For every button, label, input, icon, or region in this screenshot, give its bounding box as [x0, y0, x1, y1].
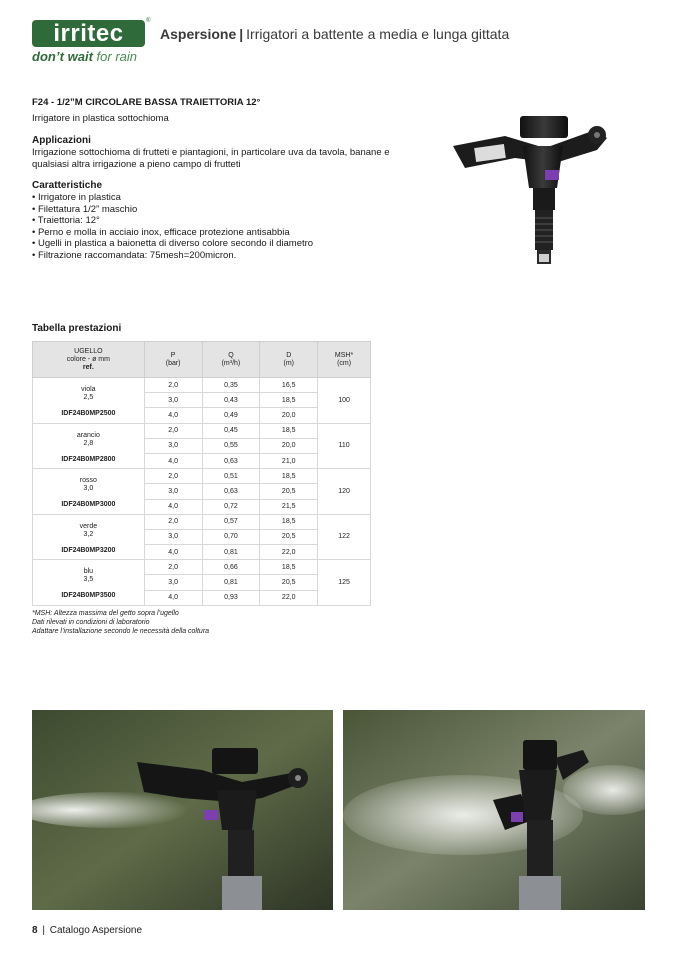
brand-logo — [32, 20, 145, 47]
cell-d: 21,5 — [260, 499, 318, 514]
cell-p: 3,0 — [144, 393, 202, 408]
product-subtitle: Irrigatore in plastica sottochioma — [32, 113, 169, 124]
footnote-line: *MSH: Altezza massima del getto sopra l’ugello — [32, 610, 179, 617]
cell-q: 0,81 — [202, 545, 260, 560]
nozzle-color: verde — [79, 522, 98, 530]
nozzle-ref: IDF24B0MP2500 — [61, 410, 116, 417]
nozzle-cell — [33, 560, 145, 606]
applications-text: Irrigazione sottochioma di frutteti e piantagioni, in particolare uva da tavola, banane e qualsiasi altra irrigazione a pieno campo di frutteti — [32, 147, 390, 170]
cell-q: 0,51 — [202, 469, 260, 484]
performance-table-body — [33, 378, 371, 606]
cell-q: 0,70 — [202, 529, 260, 544]
cell-d: 21,0 — [260, 453, 318, 468]
header-ugello-label: UGELLO — [74, 347, 103, 355]
table-row — [33, 378, 371, 393]
cell-q: 0,93 — [202, 590, 260, 605]
nozzle-color: viola — [81, 386, 96, 393]
feature-item: • Perno e molla in acciaio inox, efficace protezione antisabbia — [32, 227, 313, 239]
nozzle-ref: IDF24B0MP2800 — [61, 455, 116, 463]
nozzle-cell — [33, 514, 145, 560]
cell-p: 3,0 — [144, 529, 202, 544]
cell-q: 0,43 — [202, 393, 260, 408]
sprinkler-product-image — [445, 108, 615, 273]
nozzle-ref: IDF24B0MP3500 — [61, 592, 116, 600]
nozzle-diameter: 3,0 — [83, 485, 94, 493]
cell-q: 0,66 — [202, 560, 260, 575]
cell-p: 3,0 — [144, 484, 202, 499]
cell-q: 0,81 — [202, 575, 260, 590]
cell-q: 0,35 — [202, 378, 260, 393]
cell-d: 18,5 — [260, 560, 318, 575]
header-q-unit: (m³/h) — [221, 359, 241, 367]
cell-q: 0,63 — [202, 484, 260, 499]
header-p-unit: (bar) — [165, 359, 181, 367]
nozzle-diameter: 2,8 — [83, 439, 94, 447]
cell-p: 2,0 — [144, 378, 202, 393]
cell-msh: 100 — [318, 378, 371, 424]
cell-p: 4,0 — [144, 453, 202, 468]
footnote-line: Adattare l’installazione secondo le necessità della coltura — [32, 628, 210, 635]
cell-d: 16,5 — [260, 378, 318, 393]
cell-q: 0,63 — [202, 453, 260, 468]
cell-d: 18,5 — [260, 393, 318, 408]
page-header-title — [160, 26, 509, 42]
cell-q: 0,55 — [202, 438, 260, 453]
cell-d: 20,5 — [260, 575, 318, 590]
applications-heading: Applicazioni — [32, 135, 91, 146]
cell-q: 0,57 — [202, 514, 260, 529]
header-separator: | — [239, 26, 244, 42]
cell-msh: 110 — [318, 423, 371, 469]
footer-label: Catalogo Aspersione — [49, 925, 143, 936]
cell-msh: 120 — [318, 469, 371, 515]
nozzle-diameter: 3,2 — [83, 530, 94, 538]
cell-msh: 122 — [318, 514, 371, 560]
page-footer — [32, 925, 142, 936]
cell-d: 20,0 — [260, 408, 318, 423]
nozzle-ref: IDF24B0MP3000 — [61, 501, 116, 509]
cell-p: 2,0 — [144, 514, 202, 529]
cell-p: 2,0 — [144, 423, 202, 438]
nozzle-cell — [33, 378, 145, 424]
table-row — [33, 514, 371, 529]
cell-p: 2,0 — [144, 469, 202, 484]
cell-d: 22,0 — [260, 545, 318, 560]
footer-separator: | — [42, 925, 45, 936]
cell-p: 4,0 — [144, 545, 202, 560]
header-msh-unit: (cm) — [337, 359, 352, 367]
header-section: Aspersione — [160, 26, 237, 42]
cell-p: 4,0 — [144, 590, 202, 605]
footnote-line: Dati rilevati in condizioni di laboratorio — [32, 619, 150, 626]
brand-tagline — [32, 49, 137, 64]
tagline-bold: don’t wait — [32, 49, 93, 64]
feature-item: • Traiettoria: 12° — [32, 215, 313, 227]
performance-table — [32, 341, 371, 606]
nozzle-cell — [33, 423, 145, 469]
header-d-label: D — [286, 351, 292, 359]
cell-d: 18,5 — [260, 423, 318, 438]
features-list — [32, 192, 313, 262]
nozzle-color: blu — [83, 568, 94, 576]
nozzle-color: arancio — [76, 431, 100, 439]
sprinkler-photo-left — [32, 710, 333, 910]
page-number: 8 — [32, 925, 38, 936]
table-row — [33, 560, 371, 575]
header-d-unit: (m) — [283, 359, 294, 367]
nozzle-ref: IDF24B0MP3200 — [61, 546, 116, 554]
header-subtitle: Irrigatori a battente a media e lunga gittata — [246, 26, 510, 42]
registered-mark-icon: ® — [146, 18, 151, 24]
cell-d: 20,0 — [260, 438, 318, 453]
header-msh — [318, 342, 371, 378]
table-header-row — [33, 342, 371, 378]
sprinkler-photo-right — [343, 710, 645, 910]
header-ugello-ref: ref. — [82, 363, 94, 371]
header-p-label: P — [170, 351, 176, 359]
header-p — [144, 342, 202, 378]
feature-item: • Ugelli in plastica a baionetta di diverso colore secondo il diametro — [32, 238, 313, 250]
cell-q: 0,72 — [202, 499, 260, 514]
cell-p: 4,0 — [144, 499, 202, 514]
table-row — [33, 469, 371, 484]
nozzle-cell — [33, 469, 145, 515]
cell-q: 0,45 — [202, 423, 260, 438]
tagline-light: for rain — [96, 49, 137, 64]
features-heading: Caratteristiche — [32, 180, 103, 191]
header-ugello-sub: colore - ø mm — [66, 355, 110, 363]
brand-logo-text: irritec — [53, 20, 124, 47]
header-msh-label: MSH* — [334, 351, 354, 359]
cell-msh: 125 — [318, 560, 371, 606]
cell-q: 0,49 — [202, 408, 260, 423]
cell-d: 18,5 — [260, 514, 318, 529]
nozzle-diameter: 2,5 — [83, 394, 94, 401]
feature-item: • Filtrazione raccomandata: 75mesh=200micron. — [32, 250, 313, 262]
feature-item: • Filettatura 1/2” maschio — [32, 204, 313, 216]
feature-item: • Irrigatore in plastica — [32, 192, 313, 204]
cell-p: 3,0 — [144, 438, 202, 453]
header-q — [202, 342, 260, 378]
nozzle-color: rosso — [79, 477, 97, 485]
table-row — [33, 423, 371, 438]
cell-d: 18,5 — [260, 469, 318, 484]
header-d — [260, 342, 318, 378]
cell-p: 4,0 — [144, 408, 202, 423]
header-q-label: Q — [228, 351, 234, 359]
product-code: F24 - 1/2”M CIRCOLARE BASSA TRAIETTORIA 12° — [32, 97, 261, 108]
performance-table-title: Tabella prestazioni — [32, 323, 122, 334]
cell-p: 3,0 — [144, 575, 202, 590]
cell-d: 20,5 — [260, 484, 318, 499]
table-footnotes — [32, 609, 209, 636]
cell-d: 22,0 — [260, 590, 318, 605]
cell-d: 20,5 — [260, 529, 318, 544]
header-ugello — [33, 342, 145, 378]
cell-p: 2,0 — [144, 560, 202, 575]
nozzle-diameter: 3,5 — [83, 576, 94, 584]
